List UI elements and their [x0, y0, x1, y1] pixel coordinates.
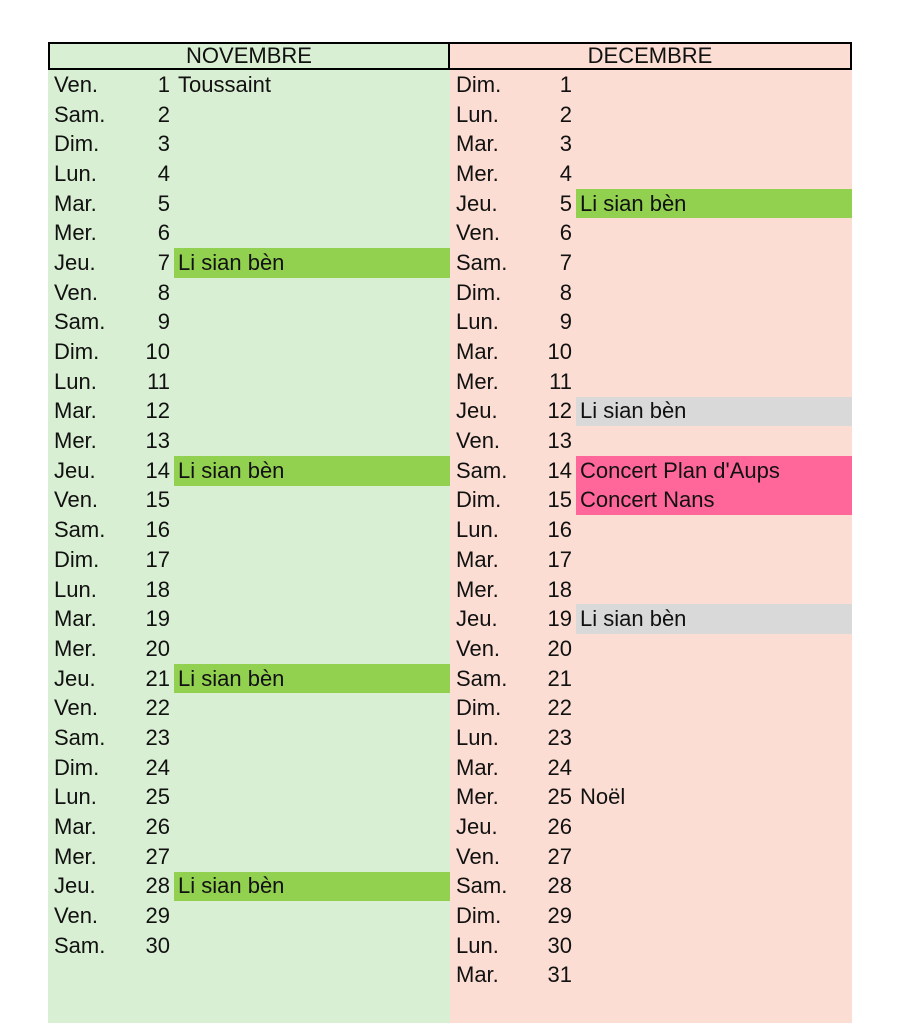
event-cell: [174, 189, 450, 219]
weekday-label: Ven.: [54, 487, 99, 513]
december-day-row: [450, 367, 852, 397]
weekday-label: Mer.: [54, 843, 97, 869]
event-cell: [174, 308, 450, 338]
december-day-row: [450, 545, 852, 575]
december-day-row: [450, 723, 852, 753]
event-cell: [576, 218, 852, 248]
november-day-row: [48, 575, 450, 605]
day-number: 2: [157, 101, 170, 127]
weekday-label: Dim.: [54, 131, 100, 157]
weekday-label: Mer.: [456, 576, 499, 602]
weekday-label: Mer.: [54, 428, 97, 454]
november-day-row: [48, 70, 450, 100]
weekday-label: Sam.: [456, 873, 508, 899]
weekday-label: Lun.: [54, 784, 97, 810]
day-number: 24: [547, 754, 572, 780]
weekday-label: Mar.: [456, 339, 499, 365]
event-cell: [174, 100, 450, 130]
day-number: 24: [145, 754, 170, 780]
day-number: 30: [145, 932, 170, 958]
weekday-label: Dim.: [54, 546, 100, 572]
december-day-row: [450, 783, 852, 813]
event-cell: [576, 901, 852, 931]
december-day-row: [450, 634, 852, 664]
day-number: 6: [559, 220, 572, 246]
november-day-row: [48, 337, 450, 367]
day-number: 5: [559, 190, 572, 216]
november-day-row: [48, 248, 450, 278]
day-number: 7: [559, 249, 572, 275]
day-number: 30: [547, 932, 572, 958]
month-columns: [48, 70, 852, 1023]
event-cell: [174, 723, 450, 753]
day-number: 11: [549, 368, 572, 394]
november-day-row: [48, 634, 450, 664]
weekday-label: Dim.: [456, 695, 502, 721]
day-number: 19: [145, 606, 170, 632]
weekday-label: Lun.: [54, 368, 97, 394]
december-day-row: [450, 248, 852, 278]
weekday-label: Ven.: [54, 903, 99, 929]
event-cell: [174, 634, 450, 664]
november-day-row: [48, 426, 450, 456]
day-number: 5: [157, 190, 170, 216]
event-cell: Li sian bèn: [174, 456, 450, 486]
november-day-row: [48, 159, 450, 189]
event-cell: Li sian bèn: [576, 397, 852, 427]
weekday-label: Jeu.: [54, 873, 96, 899]
weekday-label: Sam.: [456, 457, 508, 483]
day-number: 16: [145, 517, 170, 543]
event-cell: [576, 337, 852, 367]
event-cell: [174, 159, 450, 189]
weekday-label: Lun.: [54, 160, 97, 186]
weekday-label: Ven.: [54, 695, 99, 721]
day-number: 21: [547, 665, 572, 691]
day-number: 27: [145, 843, 170, 869]
event-cell: [174, 278, 450, 308]
weekday-label: Mer.: [54, 635, 97, 661]
day-number: 26: [145, 814, 170, 840]
december-day-row: [450, 308, 852, 338]
event-cell: [576, 545, 852, 575]
event-cell: [576, 278, 852, 308]
event-cell: [174, 337, 450, 367]
weekday-label: Mer.: [456, 160, 499, 186]
event-cell: [576, 931, 852, 961]
day-number: 3: [559, 131, 572, 157]
day-number: 12: [145, 398, 170, 424]
day-number: 4: [559, 160, 572, 186]
day-number: 16: [547, 517, 572, 543]
event-cell: [174, 218, 450, 248]
weekday-label: Ven.: [54, 279, 99, 305]
weekday-label: Mar.: [54, 606, 97, 632]
event-cell: [576, 515, 852, 545]
day-number: 13: [547, 428, 572, 454]
december-day-row: [450, 901, 852, 931]
day-number: 15: [547, 487, 572, 513]
weekday-label: Dim.: [54, 754, 100, 780]
december-day-row: [450, 129, 852, 159]
event-cell: Noël: [580, 784, 626, 810]
event-cell: [174, 783, 450, 813]
december-day-row: [450, 397, 852, 427]
event-cell: [174, 515, 450, 545]
december-day-row: [450, 842, 852, 872]
event-cell: Li sian bèn: [174, 248, 450, 278]
november-day-row: [48, 604, 450, 634]
weekday-label: Jeu.: [54, 665, 96, 691]
event-cell: Li sian bèn: [174, 872, 450, 902]
weekday-label: Lun.: [54, 576, 97, 602]
weekday-label: Sam.: [456, 249, 508, 275]
event-cell: [576, 129, 852, 159]
november-day-row: [48, 872, 450, 902]
weekday-label: Dim.: [456, 279, 502, 305]
weekday-label: Mer.: [456, 784, 499, 810]
weekday-label: Jeu.: [456, 814, 498, 840]
event-cell: [576, 723, 852, 753]
december-day-row: [450, 189, 852, 219]
november-day-row: [48, 189, 450, 219]
weekday-label: Mer.: [456, 368, 499, 394]
event-cell: [174, 931, 450, 961]
day-number: 21: [145, 665, 170, 691]
december-day-row: [450, 278, 852, 308]
day-number: 25: [547, 784, 572, 810]
november-day-row: [48, 931, 450, 961]
weekday-label: Ven.: [456, 428, 501, 454]
event-cell: [174, 604, 450, 634]
day-number: 19: [547, 606, 572, 632]
day-number: 10: [547, 339, 572, 365]
weekday-label: Mar.: [456, 546, 499, 572]
day-number: 6: [157, 220, 170, 246]
event-cell: [576, 634, 852, 664]
event-cell: [576, 842, 852, 872]
november-day-row: [48, 842, 450, 872]
event-cell: Li sian bèn: [576, 604, 852, 634]
november-day-row: [48, 693, 450, 723]
event-cell: [576, 693, 852, 723]
weekday-label: Mar.: [54, 398, 97, 424]
event-cell: [576, 872, 852, 902]
day-number: 31: [547, 962, 572, 988]
day-number: 22: [547, 695, 572, 721]
day-number: 20: [547, 635, 572, 661]
december-column: [450, 70, 852, 1023]
november-day-row: [48, 753, 450, 783]
event-cell: [576, 961, 852, 991]
december-day-row: [450, 872, 852, 902]
day-number: 1: [157, 71, 170, 97]
november-day-row: [48, 397, 450, 427]
day-number: 18: [547, 576, 572, 602]
november-day-row: [48, 783, 450, 813]
event-cell: [576, 70, 852, 100]
day-number: 15: [145, 487, 170, 513]
event-cell: [174, 693, 450, 723]
weekday-label: Mar.: [54, 190, 97, 216]
november-day-row: [48, 100, 450, 130]
day-number: 2: [559, 101, 572, 127]
november-day-row: [48, 367, 450, 397]
day-number: 9: [559, 309, 572, 335]
day-number: 27: [547, 843, 572, 869]
event-cell: [174, 901, 450, 931]
weekday-label: Dim.: [456, 903, 502, 929]
calendar-sheet: [48, 42, 852, 1023]
weekday-label: Lun.: [456, 309, 499, 335]
november-day-row: [48, 308, 450, 338]
weekday-label: Ven.: [456, 220, 501, 246]
event-cell: [174, 129, 450, 159]
day-number: 26: [547, 814, 572, 840]
day-number: 8: [559, 279, 572, 305]
event-cell: Concert Plan d'Aups: [576, 456, 852, 486]
weekday-label: Jeu.: [456, 606, 498, 632]
weekday-label: Jeu.: [54, 249, 96, 275]
day-number: 7: [157, 249, 170, 275]
december-day-row: [450, 218, 852, 248]
weekday-label: Lun.: [456, 101, 499, 127]
november-day-row: [48, 664, 450, 694]
december-day-row: [450, 486, 852, 516]
event-cell: [174, 397, 450, 427]
weekday-label: Sam.: [54, 517, 106, 543]
november-day-row: [48, 812, 450, 842]
event-cell: [576, 100, 852, 130]
event-cell: [174, 575, 450, 605]
november-day-row: [48, 486, 450, 516]
weekday-label: Ven.: [456, 843, 501, 869]
event-cell: [576, 575, 852, 605]
weekday-label: Lun.: [456, 932, 499, 958]
day-number: 13: [145, 428, 170, 454]
weekday-label: Dim.: [456, 71, 502, 97]
november-column: [48, 70, 450, 1023]
november-day-row: [48, 723, 450, 753]
day-number: 25: [145, 784, 170, 810]
december-header: DECEMBRE: [450, 42, 852, 70]
event-cell: [174, 812, 450, 842]
day-number: 17: [145, 546, 170, 572]
december-day-row: [450, 664, 852, 694]
december-day-row: [450, 961, 852, 991]
weekday-label: Mar.: [456, 962, 499, 988]
weekday-label: Dim.: [456, 487, 502, 513]
weekday-label: Mar.: [54, 814, 97, 840]
weekday-label: Lun.: [456, 724, 499, 750]
event-cell: [576, 426, 852, 456]
weekday-label: Mar.: [456, 131, 499, 157]
weekday-label: Jeu.: [54, 457, 96, 483]
day-number: 17: [547, 546, 572, 572]
december-day-row: [450, 70, 852, 100]
day-number: 11: [147, 368, 170, 394]
weekday-label: Lun.: [456, 517, 499, 543]
header-row: [48, 42, 852, 70]
weekday-label: Sam.: [54, 724, 106, 750]
event-cell: [576, 159, 852, 189]
november-day-row: [48, 515, 450, 545]
day-number: 8: [157, 279, 170, 305]
day-number: 18: [145, 576, 170, 602]
day-number: 29: [547, 903, 572, 929]
day-number: 20: [145, 635, 170, 661]
day-number: 9: [157, 309, 170, 335]
december-day-row: [450, 100, 852, 130]
november-day-row: [48, 129, 450, 159]
event-cell: Toussaint: [178, 71, 271, 97]
day-number: 23: [547, 724, 572, 750]
day-number: 22: [145, 695, 170, 721]
november-day-row: [48, 456, 450, 486]
day-number: 23: [145, 724, 170, 750]
weekday-label: Sam.: [54, 932, 106, 958]
event-cell: [576, 308, 852, 338]
event-cell: Li sian bèn: [576, 189, 852, 219]
december-day-row: [450, 575, 852, 605]
weekday-label: Ven.: [456, 635, 501, 661]
event-cell: [174, 486, 450, 516]
day-number: 28: [145, 873, 170, 899]
day-number: 29: [145, 903, 170, 929]
weekday-label: Sam.: [456, 665, 508, 691]
event-cell: [174, 842, 450, 872]
event-cell: [576, 812, 852, 842]
day-number: 28: [547, 873, 572, 899]
event-cell: [576, 367, 852, 397]
december-day-row: [450, 515, 852, 545]
november-day-row: [48, 278, 450, 308]
weekday-label: Sam.: [54, 309, 106, 335]
event-cell: [174, 545, 450, 575]
event-cell: [576, 664, 852, 694]
day-number: 1: [559, 71, 572, 97]
day-number: 10: [145, 339, 170, 365]
day-number: 3: [157, 131, 170, 157]
december-day-row: [450, 812, 852, 842]
weekday-label: Dim.: [54, 339, 100, 365]
event-cell: [174, 426, 450, 456]
december-day-row: [450, 604, 852, 634]
day-number: 4: [157, 160, 170, 186]
event-cell: [576, 248, 852, 278]
weekday-label: Mer.: [54, 220, 97, 246]
december-day-row: [450, 456, 852, 486]
december-day-row: [450, 337, 852, 367]
day-number: 14: [547, 457, 572, 483]
december-day-row: [450, 931, 852, 961]
november-day-row: [48, 545, 450, 575]
november-header: NOVEMBRE: [48, 42, 450, 70]
december-day-row: [450, 753, 852, 783]
weekday-label: Jeu.: [456, 398, 498, 424]
december-day-row: [450, 159, 852, 189]
weekday-label: Jeu.: [456, 190, 498, 216]
event-cell: [576, 753, 852, 783]
day-number: 12: [547, 398, 572, 424]
weekday-label: Ven.: [54, 71, 99, 97]
event-cell: Concert Nans: [576, 486, 852, 516]
december-day-row: [450, 426, 852, 456]
weekday-label: Sam.: [54, 101, 106, 127]
day-number: 14: [145, 457, 170, 483]
event-cell: [174, 753, 450, 783]
november-day-row: [48, 218, 450, 248]
event-cell: Li sian bèn: [174, 664, 450, 694]
event-cell: [174, 367, 450, 397]
weekday-label: Mar.: [456, 754, 499, 780]
november-day-row: [48, 901, 450, 931]
december-day-row: [450, 693, 852, 723]
